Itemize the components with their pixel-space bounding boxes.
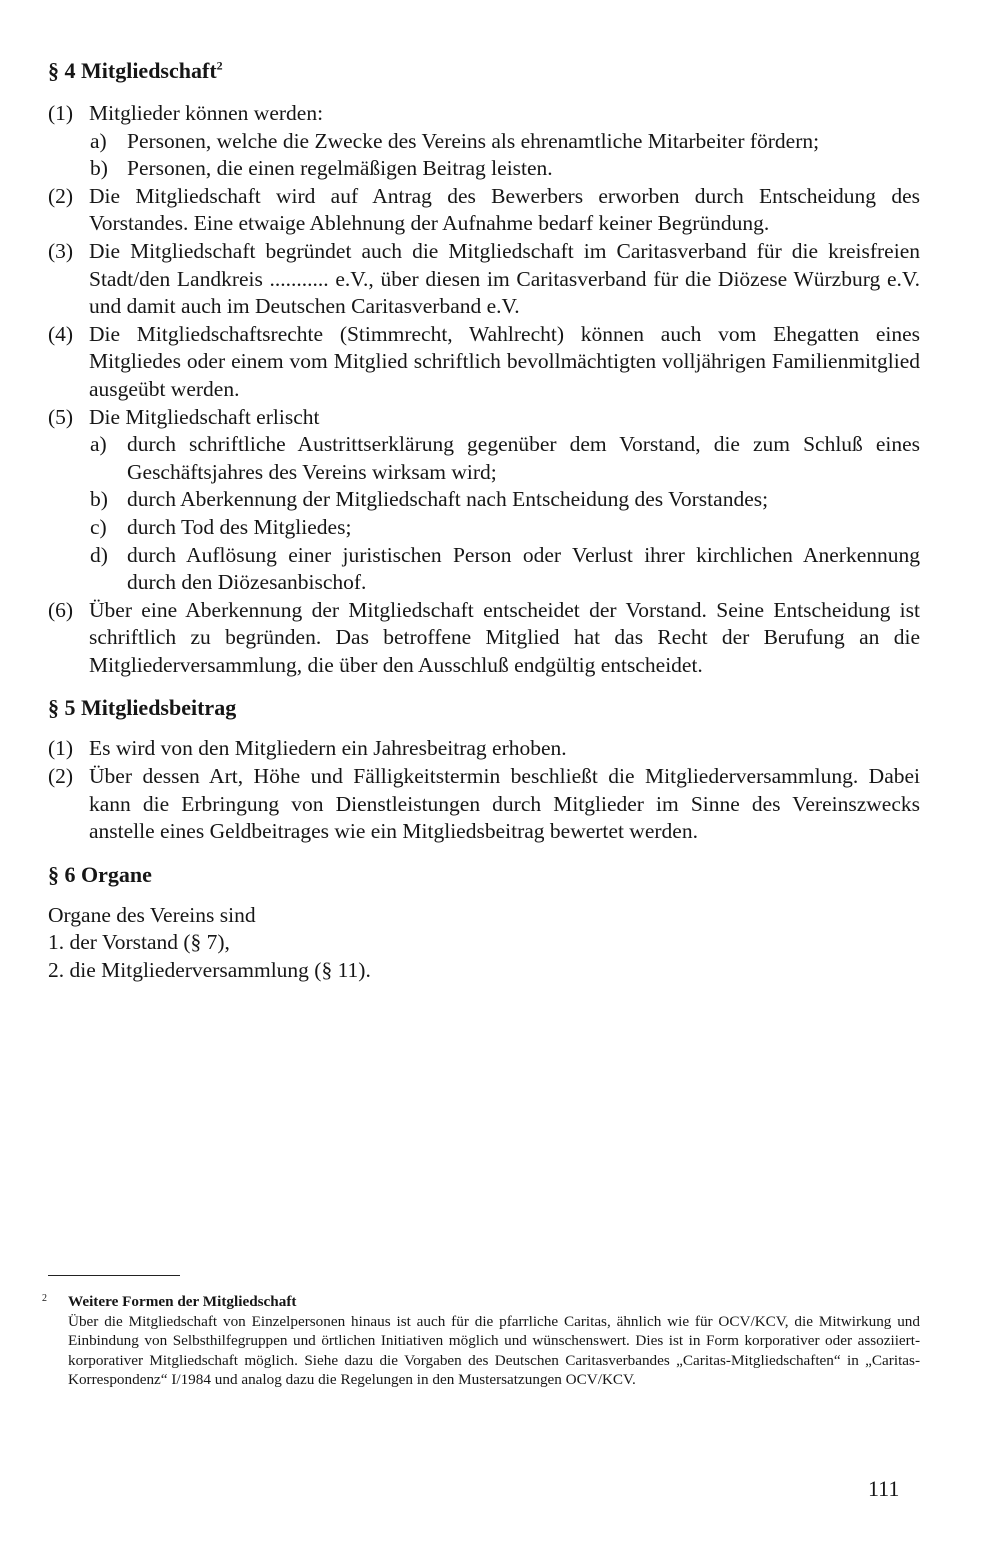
paragraph-5-1 <box>48 735 920 763</box>
paragraph-4-5 <box>48 404 920 432</box>
organs-intro: Organe des Vereins sind <box>48 902 256 927</box>
paragraph-text: Über dessen Art, Höhe und Fälligkeitstermin beschließt die Mitgliederversammlung. Dabei kann die Erbringung von Dienstleistungen durch Mitglieder im Sinne des Vereinszwecks anstelle eines Geldbeitrages wie ein Mitgliedsbeitrag bewertet werden. <box>89 764 920 844</box>
paragraph-4-1 <box>48 100 920 128</box>
section-title: § 6 Organe <box>48 861 152 887</box>
organ-item-1: 1. der Vorstand (§ 7), <box>48 930 230 955</box>
footnote-mark: 2 <box>42 1293 47 1304</box>
item-label: a) <box>90 432 107 457</box>
footnote-divider <box>48 1275 180 1276</box>
paragraph-4-4 <box>48 321 920 404</box>
item-label: d) <box>90 542 108 567</box>
paragraph-number: (1) <box>48 101 74 125</box>
footnote-text: Über die Mitgliedschaft von Einzelpersonen hinaus ist auch für die pfarrliche Caritas, ähnlich wie für OCV/KCV, die Mitwirkung und Einbindung von Selbsthilfegruppen und örtlichen Initiativen möglich und wünschenswert. Dies ist in Form korporativer oder assoziiert-korporativer Mitgliedschaft möglich. Siehe dazu die Vorgaben des Deutschen Caritasverbandes „Caritas-Mitgliedschaften“ in „Caritas-Korrespondenz“ I/1984 und analog dazu die Regelungen in den Mustersatzungen OCV/KCV. <box>68 1312 920 1389</box>
footnote-title: Weitere Formen der Mitgliedschaft <box>68 1293 297 1310</box>
section-heading-6 <box>48 860 920 890</box>
paragraph-text: Mitglieder können werden: <box>89 101 324 125</box>
section-heading-5 <box>48 693 920 723</box>
list-item-4-5-a <box>90 431 920 486</box>
paragraph-number: (2) <box>48 183 74 208</box>
item-text: Personen, die einen regelmäßigen Beitrag leisten. <box>127 156 553 181</box>
paragraph-text: Es wird von den Mitgliedern ein Jahresbeitrag erhoben. <box>89 736 567 761</box>
item-text: durch schriftliche Austrittserklärung gegenüber dem Vorstand, die zum Schluß eines Geschäftsjahres des Vereins wirksam wird; <box>127 432 920 484</box>
paragraph-text: Die Mitgliedschaft begründet auch die Mitgliedschaft im Caritasverband für die kreisfreien Stadt/den Landkreis ........... e.V., über diesen im Caritasverband für die Diözese Würzburg e.V. und damit auch im Deutschen Caritasverband e.V. <box>89 238 920 319</box>
paragraph-text: Die Mitgliedschaft erlischt <box>89 404 320 429</box>
item-text: Personen, welche die Zwecke des Vereins als ehrenamtliche Mitarbeiter fördern; <box>127 128 820 153</box>
item-label: b) <box>90 487 108 512</box>
paragraph-4-3 <box>48 238 920 321</box>
paragraph-4-2 <box>48 183 920 238</box>
paragraph-text: Die Mitgliedschaftsrechte (Stimmrecht, Wahlrecht) können auch vom Ehegatten eines Mitgliedes oder einem vom Mitglied schriftlich bevollmächtigten volljährigen Familienmitglied ausgeübt werden. <box>89 321 920 401</box>
paragraph-text: Die Mitgliedschaft wird auf Antrag des Bewerbers erworben durch Entscheidung des Vorstandes. Eine etwaige Ablehnung der Aufnahme bedarf keiner Begründung. <box>89 183 920 236</box>
item-text: durch Tod des Mitgliedes; <box>127 514 352 539</box>
footnote <box>42 1292 920 1390</box>
item-label: c) <box>90 514 107 539</box>
item-label: b) <box>90 156 108 181</box>
paragraph-number: (5) <box>48 404 74 429</box>
paragraph-5-2 <box>48 763 920 846</box>
paragraph-number: (1) <box>48 736 74 761</box>
paragraph-4-6 <box>48 597 920 680</box>
organ-item-2: 2. die Mitgliederversammlung (§ 11). <box>48 958 371 983</box>
main-text <box>48 56 920 985</box>
section-heading-4 <box>48 56 920 86</box>
paragraph-number: (6) <box>48 597 74 622</box>
paragraph-number: (2) <box>48 764 74 789</box>
item-text: durch Auflösung einer juristischen Person oder Verlust ihrer kirchlichen Anerkennung durch den Diözesanbischof. <box>127 542 920 595</box>
list-item-4-5-c <box>90 514 920 542</box>
list-item-4-1-b <box>90 155 920 183</box>
section-title: § 4 Mitgliedschaft <box>48 58 217 83</box>
page-number: 111 <box>868 1476 900 1501</box>
footnote-reference: 2 <box>216 58 223 73</box>
paragraph-text: Über eine Aberkennung der Mitgliedschaft entscheidet der Vorstand. Seine Entscheidung ist schriftlich zu begründen. Das betroffene Mitglied hat das Recht der Berufung an die Mitgliederversammlung, die über den Ausschluß endgültig entscheidet. <box>89 597 920 677</box>
list-item-4-5-d <box>90 542 920 597</box>
paragraph-number: (3) <box>48 238 74 263</box>
list-item-4-5-b <box>90 486 920 514</box>
list-item-4-1-a <box>90 128 920 156</box>
paragraph-number: (4) <box>48 321 74 346</box>
section-title: § 5 Mitgliedsbeitrag <box>48 695 237 721</box>
item-label: a) <box>90 128 107 153</box>
item-text: durch Aberkennung der Mitgliedschaft nach Entscheidung des Vorstandes; <box>127 487 769 512</box>
